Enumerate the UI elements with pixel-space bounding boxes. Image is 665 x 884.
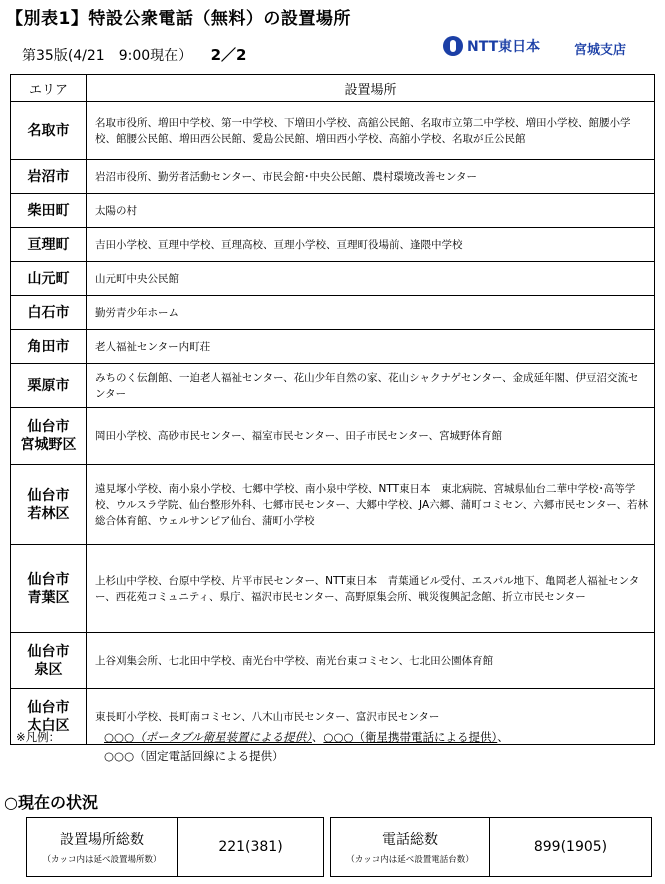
places-cell: 上谷刈集会所、七北田中学校、南光台中学校、南光台東コミセン、七北田公園体育館 <box>87 633 655 689</box>
legend-row-2 <box>104 747 509 766</box>
places-cell: 東長町小学校、長町南コミセン、八木山市民センター、富沢市民センター <box>87 689 655 745</box>
area-cell: 岩沼市 <box>11 160 87 194</box>
locations-total-label: 設置場所総数 <box>60 832 144 848</box>
places-cell: みちのく伝創館、一迫老人福祉センター、花山少年自然の家、花山シャクナゲセンター、金成延年閣、伊豆沼交流センター <box>87 364 655 408</box>
area-line: 仙台市 太白区 <box>27 699 70 734</box>
places-cell: 遠見塚小学校、南小泉小学校、七郷中学校、南小泉中学校、NTT東日本 東北病院、宮城県仙台二華中学校･高等学校、ウルスラ学院、仙台整形外科、七郷市民センター、大郷中学校、JA六郷、蒲町コミセン、六郷市民センター、若林総合体育館、ウェルサンピア仙台、蒲町小学校 <box>87 465 655 545</box>
places-cell: 岩沼市役所、勤労者活動センター、市民会館･中央公民館、農村環境改善センター <box>87 160 655 194</box>
area-cell <box>11 408 87 465</box>
legend-label: ※凡例： <box>16 730 61 744</box>
ntt-logo <box>443 36 540 56</box>
table-row <box>11 465 655 545</box>
legend-satellite-phone: ○○○（衛星携帯電話による提供） <box>323 730 498 744</box>
table-row <box>11 364 655 408</box>
area-cell: 山元町 <box>11 262 87 296</box>
installation-table <box>10 74 655 745</box>
table-row <box>11 228 655 262</box>
ntt-mark-icon <box>443 36 463 56</box>
places-cell: 老人福祉センター内町荘 <box>87 330 655 364</box>
area-line: 仙台市 若林区 <box>27 487 70 522</box>
table-row <box>11 160 655 194</box>
area-cell <box>11 545 87 633</box>
locations-total-label-cell <box>27 818 178 876</box>
area-cell <box>11 465 87 545</box>
places-cell: 太陽の村 <box>87 194 655 228</box>
table-row <box>11 545 655 633</box>
table-row <box>11 408 655 465</box>
locations-total-box <box>26 817 324 877</box>
area-cell: 亘理町 <box>11 228 87 262</box>
places-cell: 山元町中央公民館 <box>87 262 655 296</box>
phones-total-note: （カッコ内は延べ設置電話台数） <box>346 855 474 865</box>
legend <box>16 728 509 766</box>
area-line: 仙台市 宮城野区 <box>20 419 77 453</box>
area-line: 仙台市 泉区 <box>27 643 70 678</box>
ntt-logo-text: NTT東日本 <box>467 39 541 55</box>
area-cell: 角田市 <box>11 330 87 364</box>
phones-total-label-cell <box>331 818 490 876</box>
header-places: 設置場所 <box>87 75 655 102</box>
places-cell: 上杉山中学校、台原中学校、片平市民センター、NTT東日本 青葉通ビル受付、エスパル地下、亀岡老人福祉センター、西花苑コミュニティ、県庁、福沢市民センター、高野原集会所、戦災復興記念館、折立市民センター <box>87 545 655 633</box>
branch-name: 宮城支店 <box>574 43 627 58</box>
area-cell: 白石市 <box>11 296 87 330</box>
area-cell <box>11 633 87 689</box>
table-row <box>11 633 655 689</box>
page-title: 【別表1】特設公衆電話（無料）の設置場所 <box>6 9 351 29</box>
legend-portable-satellite: ○○○（ポータブル衛星装置による提供） <box>104 730 312 744</box>
area-cell: 栗原市 <box>11 364 87 408</box>
places-cell: 岡田小学校、高砂市民センター、福室市民センター、田子市民センター、宮城野体育館 <box>87 408 655 465</box>
places-cell: 吉田小学校、亘理中学校、亘理高校、亘理小学校、亘理町役場前、逢隈中学校 <box>87 228 655 262</box>
table-row <box>11 296 655 330</box>
legend-fixed-line: ○○○（固定電話回線による提供） <box>104 749 284 763</box>
edition-label: 第35版(4/21 9:00現在） <box>22 48 193 64</box>
legend-separator: 、 <box>497 730 509 744</box>
area-line: 仙台市 青葉区 <box>27 571 70 606</box>
locations-total-note: （カッコ内は延べ設置場所数） <box>42 855 162 865</box>
page-number: 2／2 <box>210 46 247 64</box>
phones-total-value: 899(1905) <box>533 839 608 855</box>
phones-total-label: 電話総数 <box>382 832 438 848</box>
legend-separator: 、 <box>311 730 324 744</box>
table-row <box>11 194 655 228</box>
legend-row-1 <box>16 728 509 747</box>
edition-info <box>22 44 246 65</box>
table-row <box>11 262 655 296</box>
locations-total-value: 221(381) <box>218 839 283 855</box>
phones-total-box <box>330 817 652 877</box>
places-cell: 勤労青少年ホーム <box>87 296 655 330</box>
area-cell: 名取市 <box>11 102 87 160</box>
places-cell: 名取市役所、増田中学校、第一中学校、下増田小学校、高舘公民館、名取市立第二中学校、増田小学校、館腰小学校、館腰公民館、増田西公民館、愛島公民館、増田西小学校、高舘小学校、名取が丘公民館 <box>87 102 655 160</box>
header-area: エリア <box>11 75 87 102</box>
table-row <box>11 102 655 160</box>
table-header-row <box>11 75 655 102</box>
status-heading: ○現在の状況 <box>4 793 98 812</box>
table-row <box>11 330 655 364</box>
area-cell: 柴田町 <box>11 194 87 228</box>
